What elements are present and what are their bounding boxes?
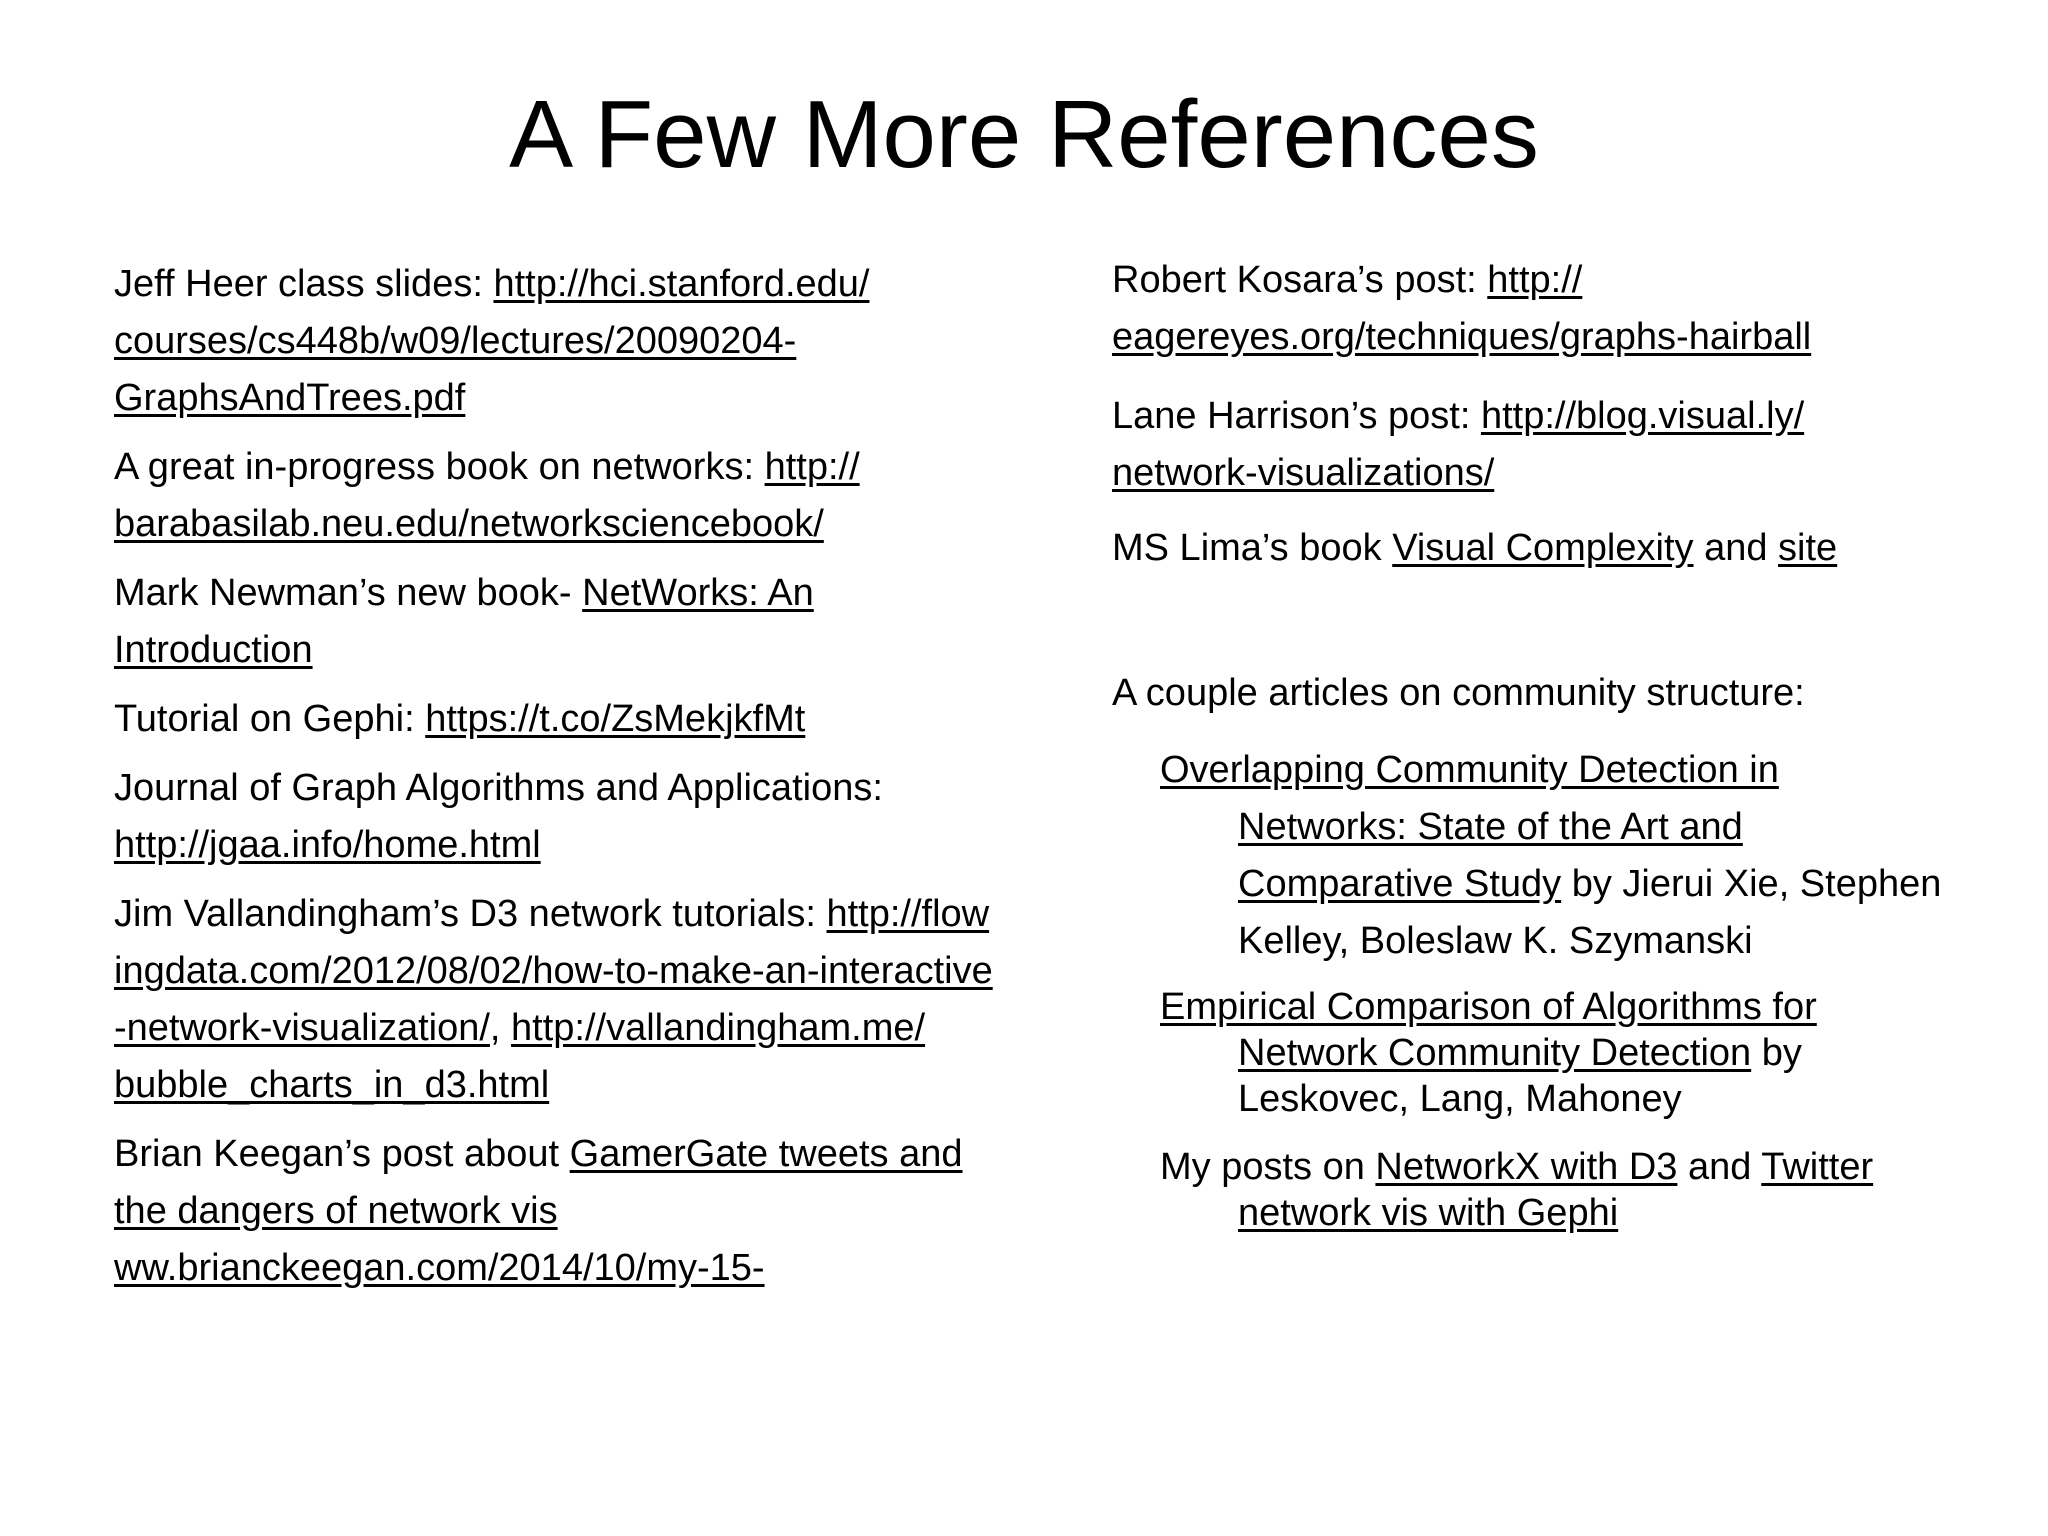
reference-link[interactable]: http://blog.visual.ly/ network-visualizations/ [1112,395,1805,494]
reference-kosara [1112,252,1952,366]
posts-link[interactable]: Twitter network vis with Gephi [1238,1146,1874,1234]
reference-heer [114,256,994,427]
reference-label: Brian Keegan’s post about [114,1133,570,1175]
reference-keegan [114,1126,994,1297]
reference-label: Tutorial on Gephi: [114,698,426,740]
slide-title: A Few More References [509,81,1539,188]
reference-jgaa [114,760,994,874]
reference-link[interactable]: https://t.co/ZsMekjkfMt [425,698,806,740]
reference-label: Lane Harrison’s post: [1112,395,1481,437]
reference-gephi [114,691,994,748]
reference-label: A great in-progress book on networks: [114,446,765,488]
reference-label: Robert Kosara’s post: [1112,259,1488,301]
reference-label: Jim Vallandingham’s D3 network tutorials: [114,893,827,935]
community-articles [1160,742,1952,1236]
reference-link[interactable]: http:// barabasilab.neu.edu/networksciencebook/ [114,446,860,545]
reference-conjunction: and [1693,527,1779,569]
reference-vallandingham [114,886,994,1114]
article-link[interactable]: Overlapping Community Detection in Networks: State of the Art and Comparative Study [1160,749,1779,905]
article-leskovec [1160,984,1952,1122]
reference-link[interactable]: http://flowingdata.com/2012/08/02/how-to-make-an-interactive-network-visualization/ [114,893,993,1049]
reference-lima [1112,520,1952,577]
reference-link[interactable]: GamerGate tweets and the dangers of network vis ww.brianckeegan.com/2014/10/my-15- [114,1133,963,1289]
reference-label: MS Lima’s book [1112,527,1393,569]
posts-link[interactable]: NetworkX with D3 [1375,1146,1678,1188]
reference-label: Journal of Graph Algorithms and Applications: [114,767,883,809]
article-authors: by Leskovec, Lang, Mahoney [1238,1032,1802,1120]
left-column [114,256,994,1297]
reference-label: Jeff Heer class slides: [114,263,494,305]
reference-harrison [1112,388,1952,502]
reference-link[interactable]: http://jgaa.info/home.html [114,824,541,866]
posts-label: My posts on [1160,1146,1376,1188]
reference-link[interactable]: site [1778,527,1838,569]
right-column [1112,252,1952,1236]
article-link[interactable]: Empirical Comparison of Algorithms for Network Community Detection [1160,986,1817,1074]
my-posts [1160,1144,1952,1236]
reference-barabasi [114,439,994,553]
reference-link[interactable]: http://hci.stanford.edu/ courses/cs448b/w09/lectures/20090204- GraphsAndTrees.pdf [114,263,870,419]
reference-separator: , [489,1007,512,1049]
reference-link[interactable]: http:// eagereyes.org/techniques/graphs-hairball [1112,259,1812,358]
reference-link[interactable]: Visual Complexity [1392,527,1694,569]
reference-link[interactable]: http://vallandingham.me/ bubble_charts_in_d3.html [114,1007,926,1106]
reference-link[interactable]: NetWorks: An Introduction [114,572,814,671]
community-heading: A couple articles on community structure: [1112,672,1805,714]
article-xie [1160,742,1952,970]
reference-label: Mark Newman’s new book- [114,572,583,614]
posts-conjunction: and [1677,1146,1762,1188]
article-authors: by Jierui Xie, Stephen Kelley, Boleslaw K. Szymanski [1238,863,1942,962]
reference-newman [114,565,994,679]
